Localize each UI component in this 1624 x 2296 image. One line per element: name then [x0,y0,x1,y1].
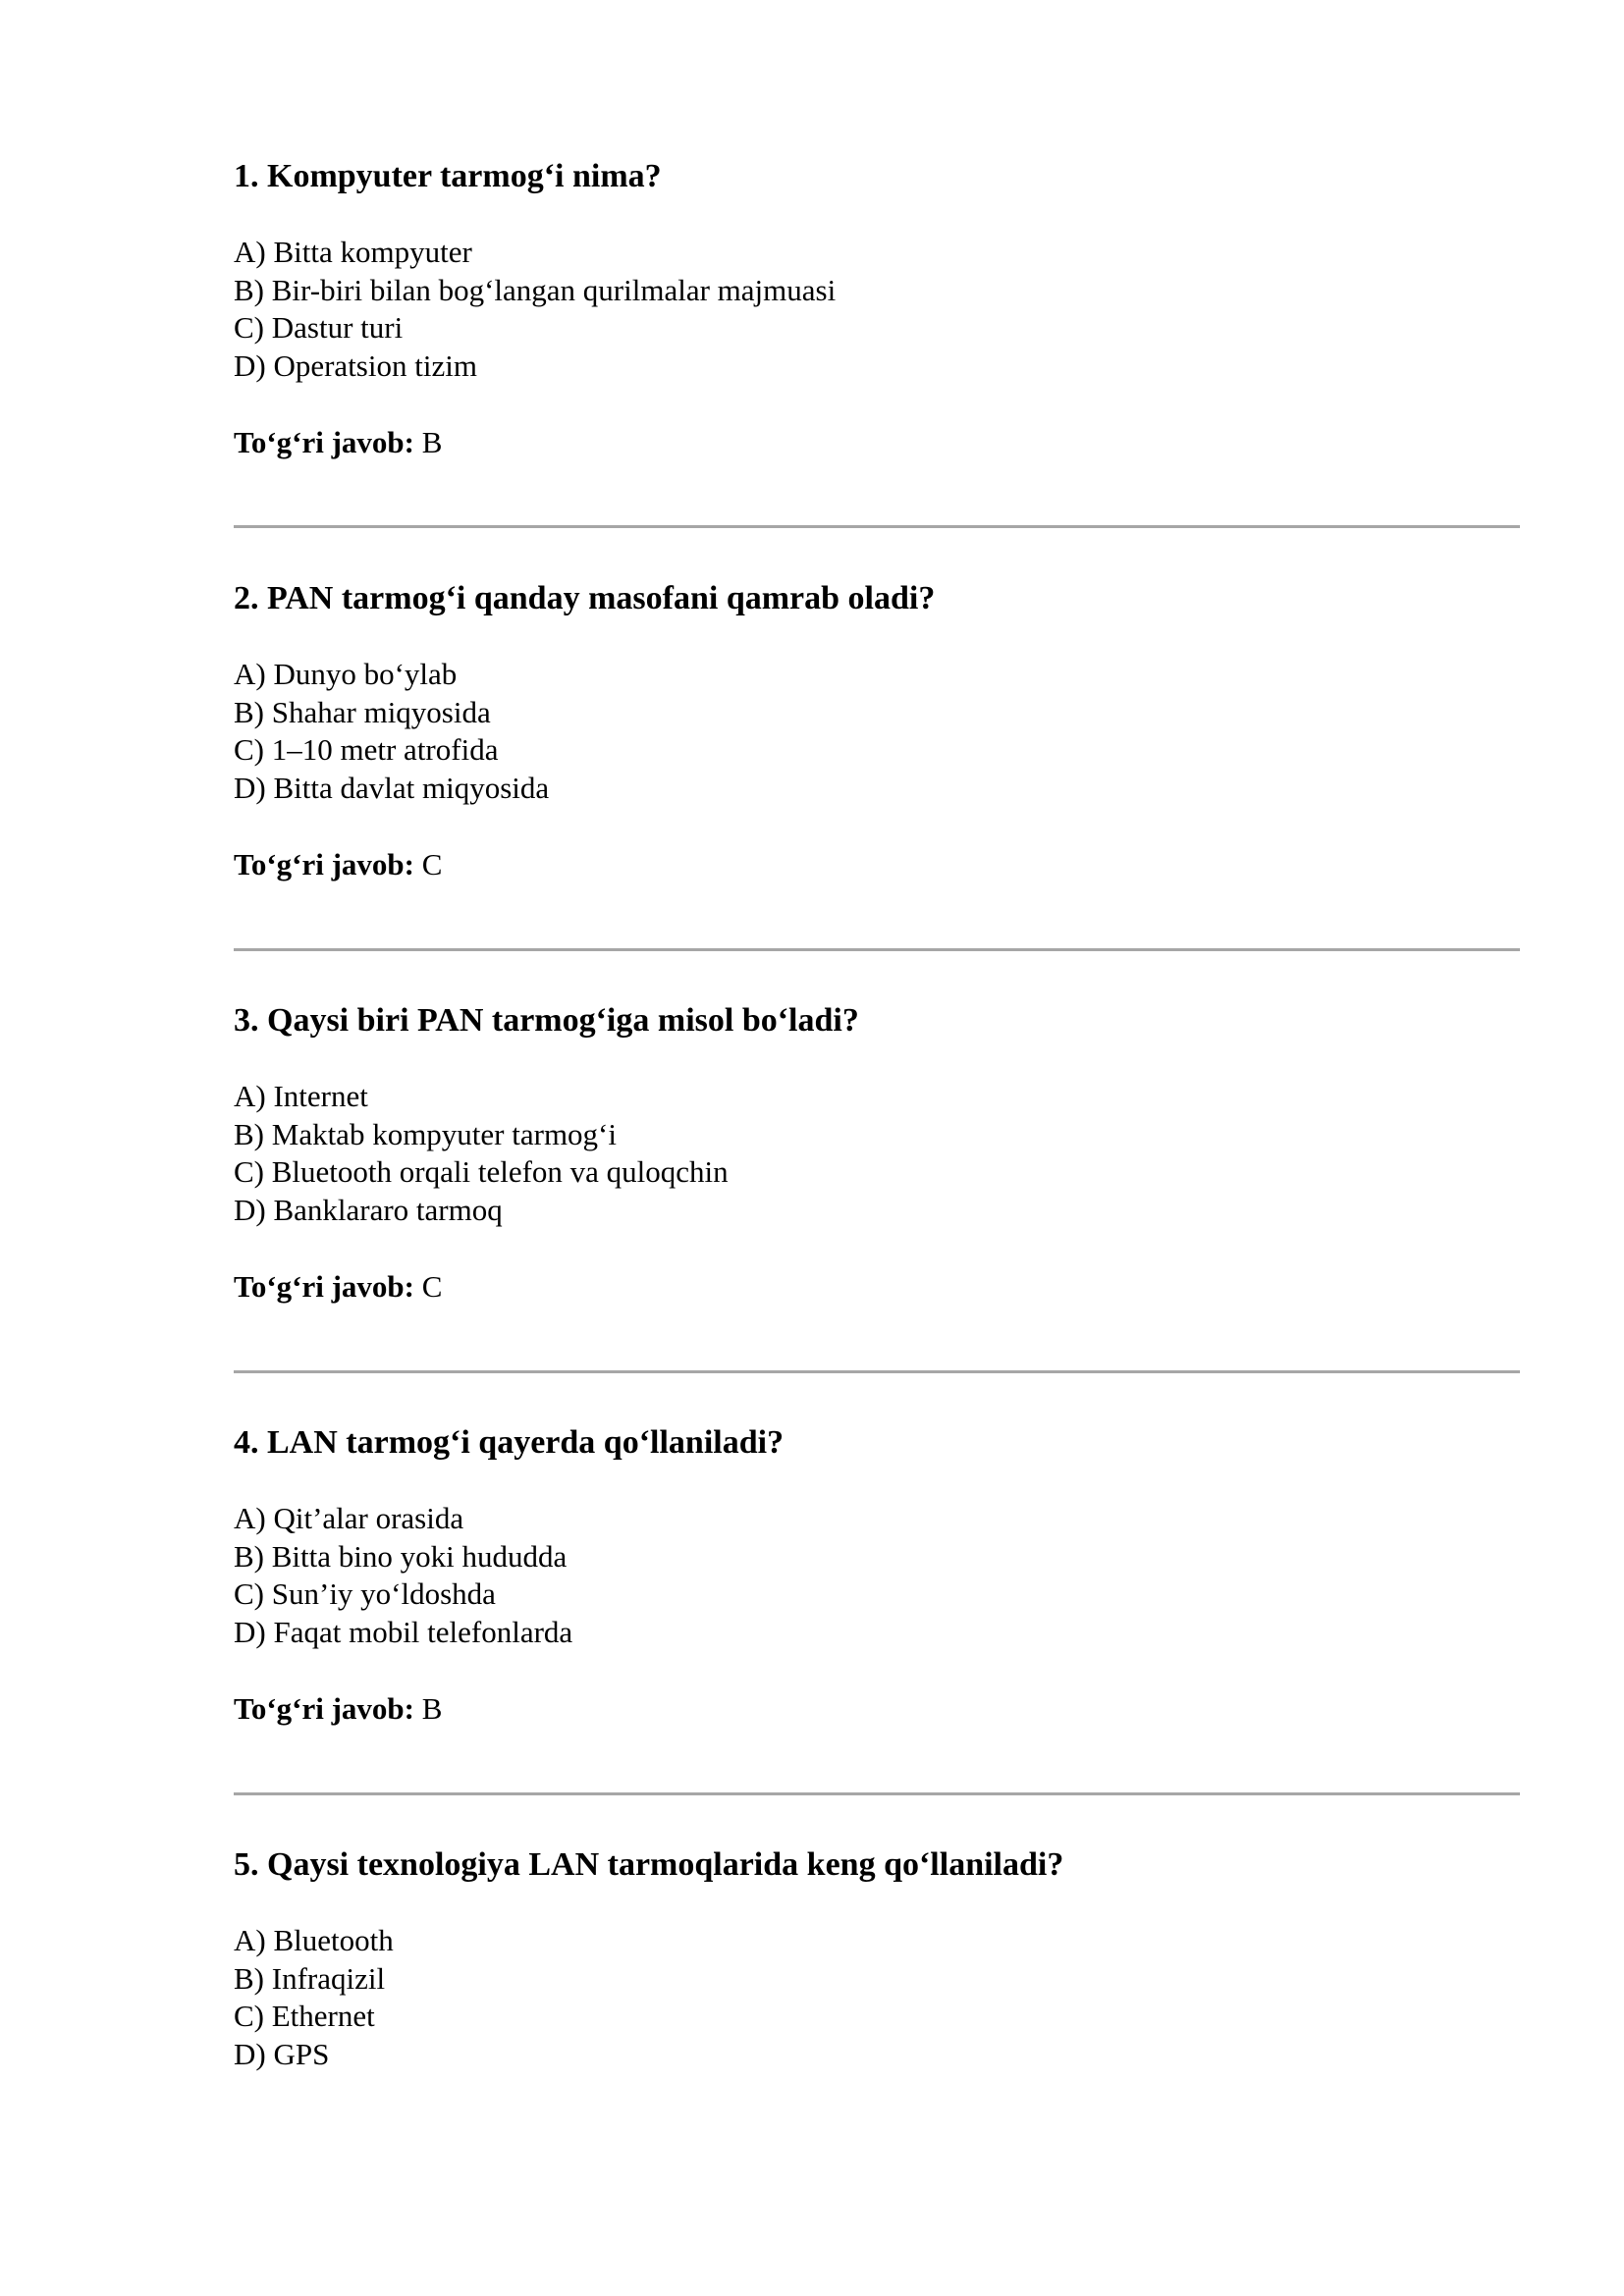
option-c: C) 1–10 metr atrofida [234,732,499,767]
question-title: 2. PAN tarmog‘i qanday masofani qamrab oladi? [234,580,936,616]
option-b: B) Bir-biri bilan bog‘langan qurilmalar majmuasi [234,272,837,307]
correct-answer-label: To‘g‘ri javob: [234,1269,414,1304]
option-list [234,1078,1520,1229]
option-c: C) Ethernet [234,1999,375,2033]
question-title: 4. LAN tarmog‘i qayerda qo‘llaniladi? [234,1424,785,1461]
divider [234,1370,1520,1373]
question-3 [234,1001,1520,1306]
divider [234,948,1520,951]
option-b: B) Bitta bino yoki hududda [234,1538,568,1574]
option-a: A) Bitta kompyuter [234,235,472,269]
option-c: C) Bluetooth orqali telefon va quloqchin [234,1154,729,1189]
question-5 [234,1845,1520,2073]
correct-answer [234,424,1520,461]
correct-answer [234,846,1520,883]
divider [234,525,1520,528]
option-d: D) Bitta davlat miqyosida [234,770,550,805]
correct-answer-value: B [421,1691,443,1726]
question-2 [234,579,1520,883]
option-a: A) Bluetooth [234,1923,394,1957]
correct-answer-value: C [421,1269,443,1304]
question-title: 1. Kompyuter tarmog‘i nima? [234,158,662,194]
correct-answer-value: C [421,847,443,881]
option-c: C) Sun’iy yo‘ldoshda [234,1576,496,1611]
correct-answer-label: To‘g‘ri javob: [234,1691,414,1726]
option-d: D) GPS [234,2036,330,2071]
correct-answer-value: B [421,425,443,459]
correct-answer-label: To‘g‘ri javob: [234,847,414,881]
option-list [234,1500,1520,1651]
option-b: B) Infraqizil [234,1960,386,1996]
question-1 [234,157,1520,461]
correct-answer [234,1690,1520,1728]
question-4 [234,1423,1520,1728]
option-list [234,1922,1520,2073]
option-list [234,656,1520,807]
divider [234,1792,1520,1795]
option-d: D) Banklararo tarmoq [234,1192,503,1227]
question-title: 3. Qaysi biri PAN tarmog‘iga misol bo‘ladi? [234,1002,859,1039]
correct-answer-label: To‘g‘ri javob: [234,425,414,459]
question-title: 5. Qaysi texnologiya LAN tarmoqlarida keng qo‘llaniladi? [234,1846,1064,1883]
option-b: B) Maktab kompyuter tarmog‘i [234,1116,617,1151]
option-b: B) Shahar miqyosida [234,694,491,729]
option-list [234,234,1520,385]
option-d: D) Operatsion tizim [234,347,477,383]
option-d: D) Faqat mobil telefonlarda [234,1614,573,1649]
correct-answer [234,1268,1520,1306]
option-a: A) Internet [234,1079,368,1113]
option-c: C) Dastur turi [234,310,404,345]
option-a: A) Qit’alar orasida [234,1501,464,1535]
option-a: A) Dunyo bo‘ylab [234,657,458,691]
